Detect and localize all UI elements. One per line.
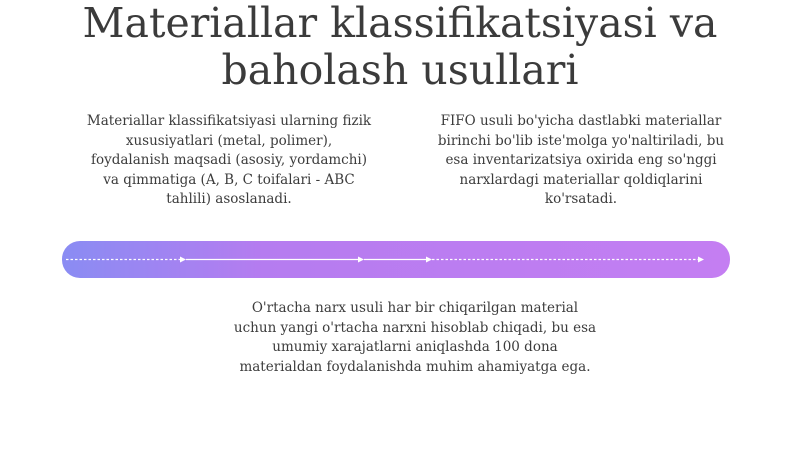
- fifo-text: FIFO usuli bo'yicha dastlabki materiallar birinchi bo'lib iste'molga yo'naltiriladi, bu esa inventarizatsiya oxirida eng so'nggi narxlardagi materiallar qoldiqlarini ko'rsatadi.: [437, 113, 725, 207]
- timeline-arrows: [62, 241, 730, 278]
- arrow-head-2-icon: [358, 257, 364, 263]
- timeline: [62, 241, 730, 278]
- arrow-head-3-icon: [426, 257, 432, 263]
- average-price-text: O'rtacha narx usuli har bir chiqarilgan material uchun yangi o'rtacha narxni hisoblab chiqadi, bu esa umumiy xarajatlarni aniqlashda 100 dona materialdan foydalanishda muhim ahamiyatga ega.: [233, 300, 597, 375]
- classification-text: Materiallar klassifikatsiyasi ularning fizik xususiyatlari (metal, polimer), foydalanish maqsadi (asosiy, yordamchi) va qimmatiga (A, B, C toifalari - ABC tahlili) asoslanadi.: [86, 113, 372, 207]
- page-title: Materiallar klassifikatsiyasi va baholash usullari: [82, 0, 718, 94]
- arrow-head-4-icon: [698, 257, 704, 263]
- arrow-head-1-icon: [180, 257, 186, 263]
